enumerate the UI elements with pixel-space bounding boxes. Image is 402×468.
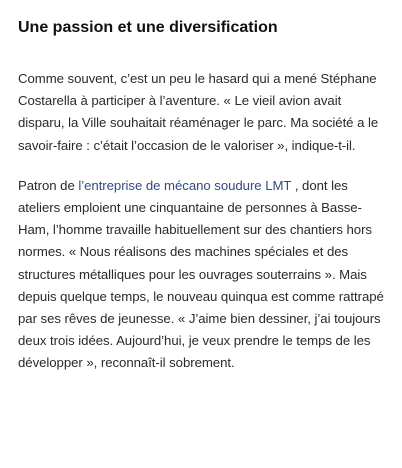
article-paragraph-2 (18, 175, 384, 375)
company-link[interactable]: l’entreprise de mécano soudure LMT (78, 177, 292, 193)
paragraph-2-text-before-link: Patron de (18, 177, 79, 193)
section-heading: Une passion et une diversification (18, 19, 278, 36)
article-paragraph-1: Comme souvent, c’est un peu le hasard qui a mené Stéphane Costarella à participer à l’aventure. « Le vieil avion avait disparu, la Ville souhaitait réaménager le parc. Ma société a le savoir-faire : c’était l’occasion de le valoriser », indique-t-il. (18, 71, 379, 153)
paragraph-2-text-after-link: , dont les ateliers emploient une cinquantaine de personnes à Basse-Ham, l’homme travaille habituellement sur des chantiers hors normes. « Nous réalisons des machines spéciales et des structures métalliques pour les ouvrages souterrains ». Mais depuis quelque temps, le nouveau quinqua est comme rattrapé par ses rêves de jeunesse. « J’aime bien dessiner, j’ai toujours deux trois idées. Aujourd’hui, je veux prendre le temps de les développer », reconnaît-il sobrement. (18, 177, 384, 371)
